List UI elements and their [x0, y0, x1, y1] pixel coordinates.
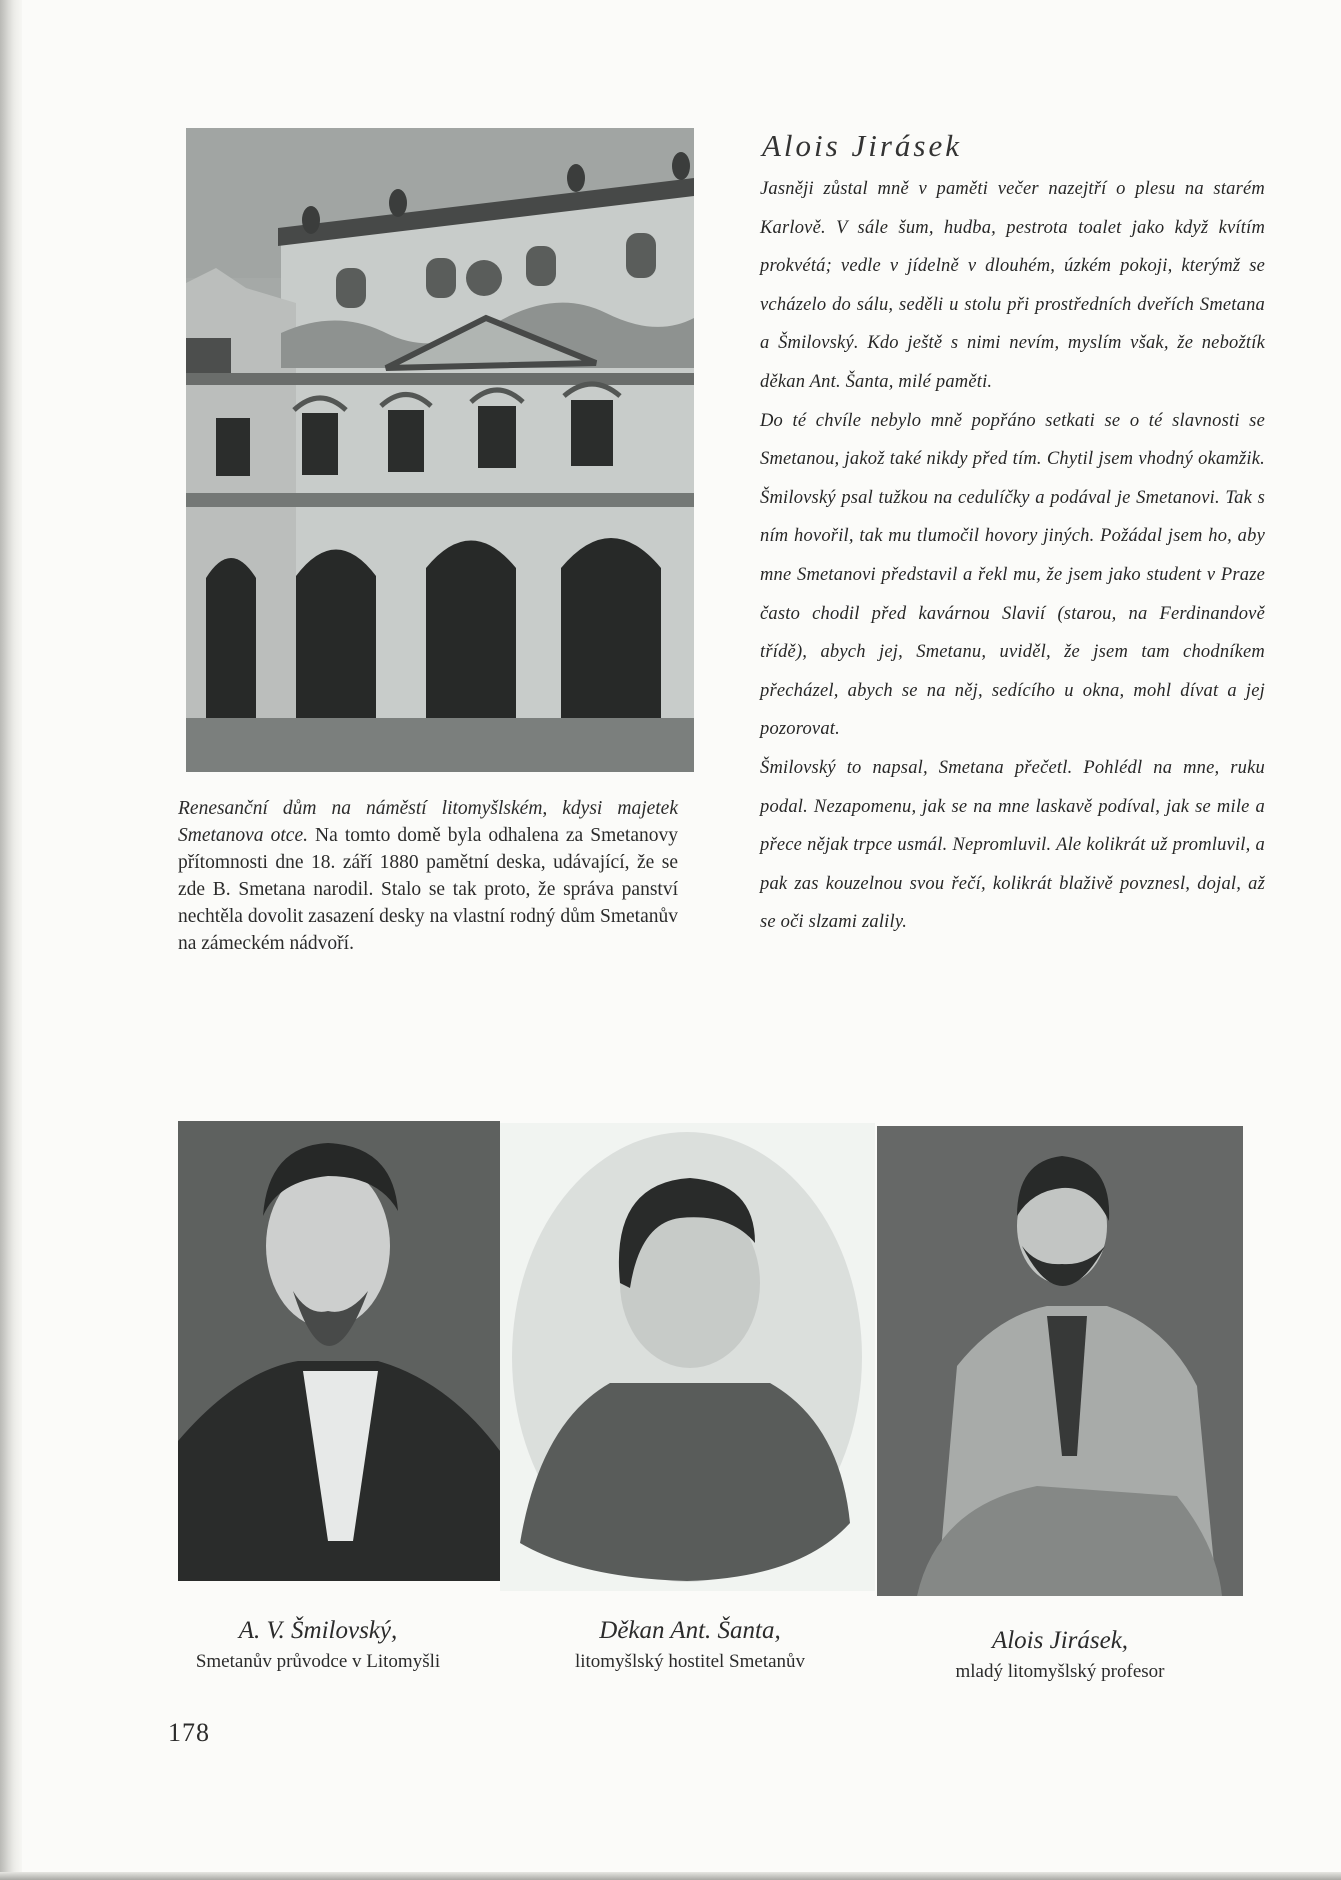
book-spine-edge: [0, 0, 22, 1880]
portrait-illustration: [877, 1126, 1243, 1596]
article-title: Alois Jirásek: [762, 128, 962, 163]
article-paragraph: Šmilovský to napsal, Smetana přečetl. Pohlédl na mne, ruku podal. Nezapomenu, jak se na mne laskavě podíval, jak se mile a přece nějak trpce usmál. Nepromluvil. Ale kolikrát už promluvil, a pak zas kouzelnou svou řečí, kolikrát blaživě povznesl, dojal, až se oči slzami zalily.: [760, 757, 1265, 933]
portrait-illustration: [178, 1121, 500, 1581]
portrait-caption-role: mladý litomyšlský profesor: [955, 1661, 1165, 1682]
article-paragraph: Jasněji zůstal mně v paměti večer nazejtří o plesu na starém Karlově. V sále šum, hudba, pestrota toalet jako když kvítím prokvétá; vedle v jídelně v dlouhém, úzkém pokoji, kterýmž se vcházelo do sálu, seděli u stolu při prostředních dveřích Smetana a Šmilovský. Kdo ještě s nimi nevím, myslím však, že nebožtík děkan Ant. Šanta, milé paměti.: [760, 179, 1265, 392]
building-photo: [186, 128, 694, 772]
building-caption-body: Na tomto domě byla odhalena za Smetanovy přítomnosti dne 18. září 1880 pamětní deska, udávající, že se zde B. Smetana narodil. Stalo se tak proto, že správa panství nechtěla dovolit zasazení desky na vlastní rodný dům Smetanův na zámeckém nádvoří.: [178, 825, 678, 954]
portrait-jirasek: [877, 1126, 1243, 1596]
portrait-caption-santa: [520, 1615, 860, 1677]
building-caption: [178, 795, 678, 957]
building-caption-lead: Renesanční dům na náměstí litomyšlském, kdysi majetek Smetanova otce.: [178, 798, 678, 846]
page-bottom-edge: [0, 1872, 1341, 1880]
portrait-caption-role: Smetanův průvodce v Litomyšli: [195, 1651, 441, 1672]
page-number: 178: [168, 1718, 210, 1747]
article-column: [760, 128, 1265, 942]
portrait-caption-name: A. V. Šmilovský,: [238, 1617, 398, 1644]
portrait-smilovsky: [178, 1121, 500, 1581]
article-paragraph: Do té chvíle nebylo mně popřáno setkati se o té slavnosti se Smetanou, jakož také nikdy před tím. Chytil jsem vhodný okamžik. Šmilovský psal tužkou na cedulíčky a podával je Smetanovi. Tak s ním hovořil, tak mu tlumočil hovory jiných. Požádal jsem ho, aby mne Smetanovi představil a řekl mu, že jsem jako student v Praze často chodil před kavárnou Slavií (starou, na Ferdinandově třídě), abych jej, Smetanu, uviděl, že jsem tam chodníkem přecházel, abych se na něj, sedícího u okna, mohl dívat a jej pozorovat.: [760, 410, 1265, 740]
building-illustration: [186, 128, 694, 772]
portrait-santa: [500, 1123, 875, 1591]
portrait-caption-jirasek: [900, 1625, 1220, 1687]
portrait-caption-smilovsky: [158, 1615, 478, 1677]
portrait-caption-role: litomyšlský hostitel Smetanův: [574, 1651, 806, 1672]
portrait-caption-name: Alois Jirásek,: [991, 1627, 1129, 1654]
portrait-caption-name: Děkan Ant. Šanta,: [599, 1617, 781, 1644]
portrait-illustration: [500, 1123, 875, 1591]
